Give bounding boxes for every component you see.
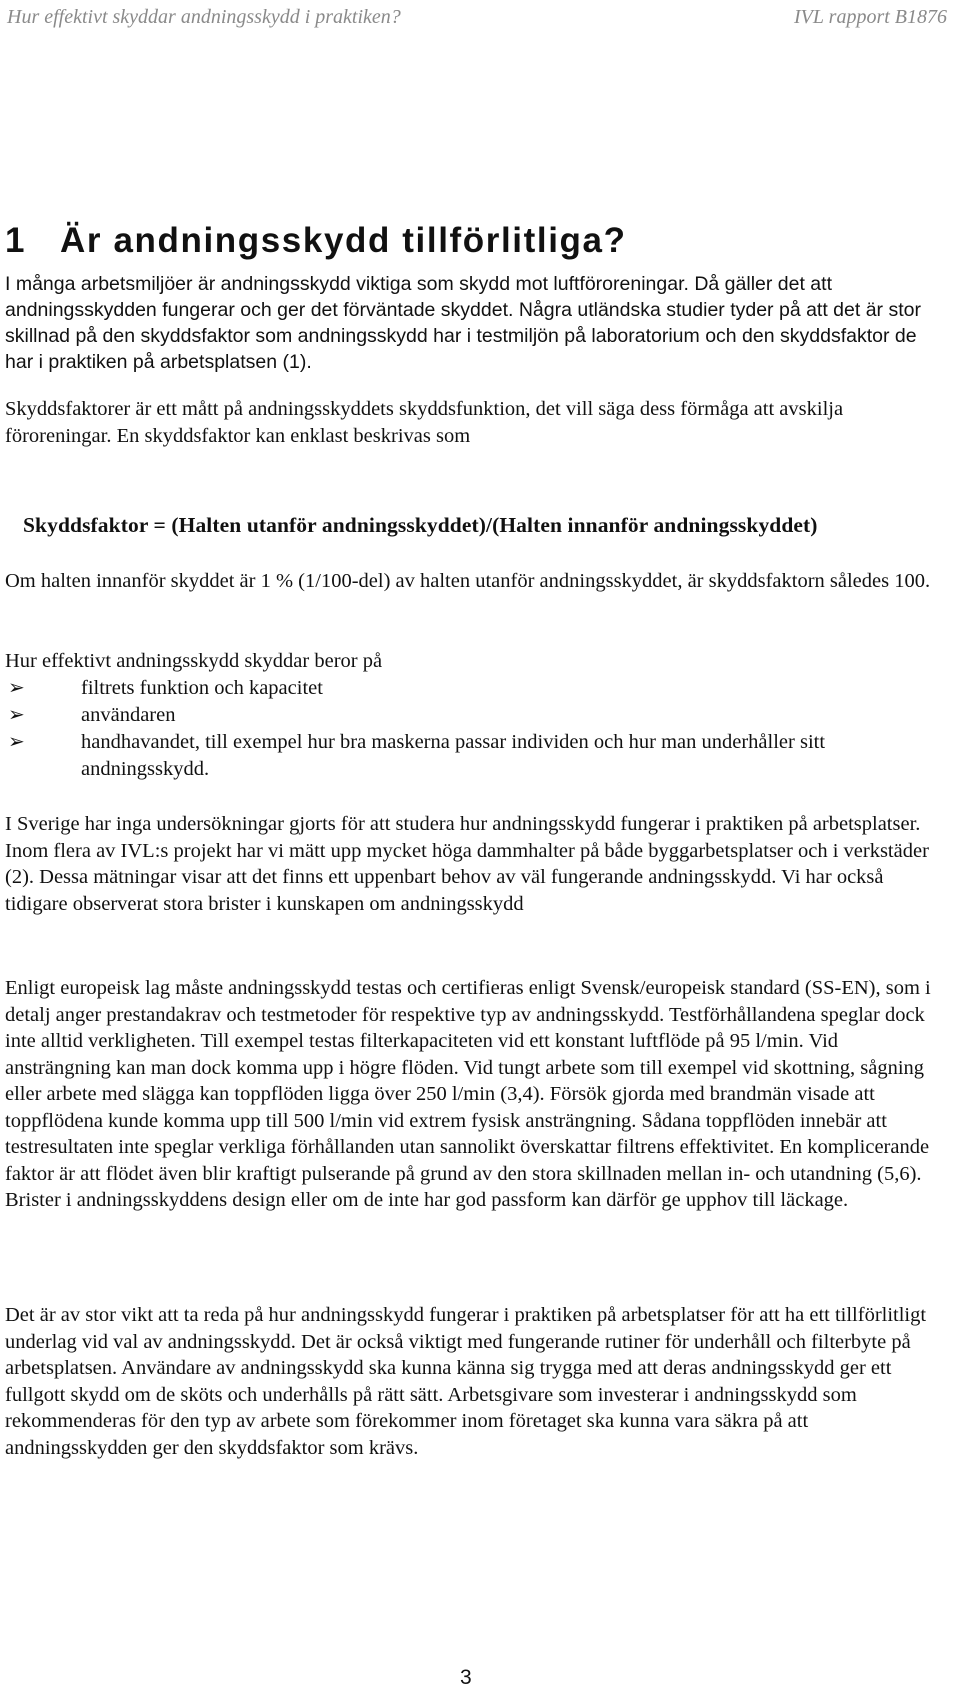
chapter-heading: 1 Är andningsskydd tillförlitliga? — [5, 221, 627, 260]
definition-paragraph: Skyddsfaktorer är ett mått på andningsskyddets skyddsfunktion, det vill säga dess förmåga att avskilja föroreningar. En skyddsfaktor kan enklast beskrivas som — [5, 398, 844, 447]
intro-paragraph: I många arbetsmiljöer är andningsskydd viktiga som skydd mot luftföroreningar. Då gäller det att andningsskydden fungerar och ger det förväntade skyddet. Några utländska studier tyder på att det är stor skillnad på den skyddsfaktor som andningsskydd har i testmiljön på laboratorium och den skyddsfaktor de har i praktiken på arbetsplatsen (1). — [5, 273, 921, 373]
page-number: 3 — [460, 1666, 472, 1689]
list-item — [5, 729, 945, 783]
arrow-right-icon: ➢ — [8, 731, 25, 753]
running-header-report-id: IVL rapport B1876 — [794, 6, 947, 28]
list-item — [5, 675, 945, 702]
protection-factor-formula: Skyddsfaktor = (Halten utanför andningsskyddet)/(Halten innanför andningsskyddet) — [23, 513, 818, 537]
list-item-text: filtrets funktion och kapacitet — [81, 677, 323, 699]
list-item-text: användaren — [81, 704, 176, 726]
list-item — [5, 702, 945, 729]
factor-list — [5, 675, 945, 783]
running-header-title: Hur effektivt skyddar andningsskydd i praktiken? — [7, 6, 401, 28]
list-item-text: handhavandet, till exempel hur bra maskerna passar individen och hur man underhåller sitt andningsskydd. — [81, 731, 826, 780]
example-paragraph: Om halten innanför skyddet är 1 % (1/100-del) av halten utanför andningsskyddet, är skyddsfaktorn således 100. — [5, 570, 931, 592]
list-intro: Hur effektivt andningsskydd skyddar beror på — [5, 650, 383, 672]
arrow-right-icon: ➢ — [8, 704, 25, 726]
standard-paragraph: Enligt europeisk lag måste andningsskydd testas och certifieras enligt Svensk/europeisk standard (SS-EN), som i detalj anger prestandakrav och testmetoder för respektive typ av andningsskydd. Testförhållandena speglar dock inte alltid verkligheten. Till exempel testas filterkapaciteten vid ett konstant luftflöde på 95 l/min. Vid ansträngning kan man dock komma upp i högre flöden. Vid tungt arbete som till exempel vid skottning, sågning eller arbete med slägga kan toppflöden ligga över 250 l/min (3,4). Försök gjorda med brandmän visade att toppflödena kunde komma upp till 500 l/min vid extrem fysisk ansträngning. Sådana toppflöden innebär att testresultaten inte speglar verkliga förhållanden utan sannolikt överskattar filtrens effektivitet. En komplicerande faktor är att flödet även blir kraftigt pulserande på grund av den stora skillnaden mellan in- och utandning (5,6). Brister i andningsskyddens design eller om de inte har god passform kan därför ge upphov till läckage. — [5, 977, 931, 1211]
importance-paragraph: Det är av stor vikt att ta reda på hur andningsskydd fungerar i praktiken på arbetsplatser för att ha ett tillförlitligt underlag vid val av andningsskydd. Det är också viktigt med fungerande rutiner för underhåll och filterbyte på arbetsplatsen. Användare av andningsskydd ska kunna känna sig trygga med att deras andningsskydd ger ett fullgott skydd om de sköts och underhålls på rätt sätt. Arbetsgivare som investerar i andningsskydd som rekommenderas för den typ av arbete som förekommer inom företaget ska kunna vara säkra på att andningsskydden ger den skyddsfaktor som krävs. — [5, 1304, 927, 1459]
arrow-right-icon: ➢ — [8, 677, 25, 699]
sweden-paragraph: I Sverige har inga undersökningar gjorts för att studera hur andningsskydd fungerar i praktiken på arbetsplatser. Inom flera av IVL:s projekt har vi mätt upp mycket höga dammhalter på både byggarbetsplatser och i verkstäder (2). Dessa mätningar visar att det finns ett uppenbart behov av väl fungerande andningsskydd. Vi har också tidigare observerat stora brister i kunskapen om andningsskydd — [5, 813, 929, 915]
